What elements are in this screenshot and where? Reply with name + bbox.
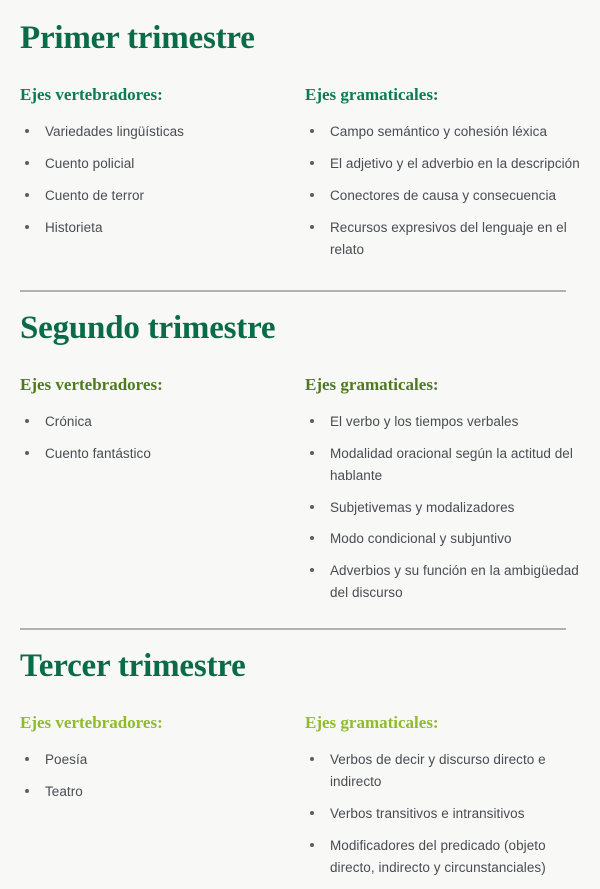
list-item: Recursos expresivos del lenguaje en el relato — [305, 217, 580, 261]
ejes-gramaticales-list-3 — [305, 749, 580, 878]
trimester-columns-3 — [20, 713, 580, 889]
list-item: Cuento policial — [20, 153, 305, 175]
list-item: Historieta — [20, 217, 305, 239]
list-item: Verbos de decir y discurso directo e indirecto — [305, 749, 580, 793]
ejes-gramaticales-column-1 — [305, 85, 580, 271]
list-item: Modalidad oracional según la actitud del hablante — [305, 443, 580, 487]
ejes-gramaticales-heading-3: Ejes gramaticales: — [305, 712, 439, 732]
list-item: Modo condicional y subjuntivo — [305, 528, 580, 550]
ejes-vertebradores-column-2 — [20, 375, 305, 475]
trimester-section-3 — [20, 630, 580, 889]
trimester-title-2: Segundo trimestre — [20, 309, 276, 346]
ejes-gramaticales-heading-1: Ejes gramaticales: — [305, 84, 439, 104]
section-spacer — [20, 271, 580, 290]
trimester-title-3: Tercer trimestre — [20, 647, 246, 684]
ejes-gramaticales-heading-2: Ejes gramaticales: — [305, 374, 439, 394]
ejes-vertebradores-heading-3: Ejes vertebradores: — [20, 712, 163, 732]
list-item: Conectores de causa y consecuencia — [305, 185, 580, 207]
list-item: Poesía — [20, 749, 305, 771]
trimester-section-2 — [20, 292, 580, 614]
list-item: Modificadores del predicado (objeto directo, indirecto y circunstanciales) — [305, 835, 580, 879]
list-item: Cuento de terror — [20, 185, 305, 207]
list-item: Crónica — [20, 411, 305, 433]
list-item: El verbo y los tiempos verbales — [305, 411, 580, 433]
trimester-columns-2 — [20, 375, 580, 614]
list-item: Subjetivemas y modalizadores — [305, 497, 580, 519]
list-item: Teatro — [20, 781, 305, 803]
ejes-vertebradores-heading-1: Ejes vertebradores: — [20, 84, 163, 104]
list-item: Variedades lingüísticas — [20, 121, 305, 143]
ejes-gramaticales-list-1 — [305, 121, 580, 260]
trimester-title-1: Primer trimestre — [20, 20, 255, 56]
trimester-columns-1 — [20, 85, 580, 271]
ejes-gramaticales-list-2 — [305, 411, 580, 604]
list-item: Cuento fantástico — [20, 443, 305, 465]
trimester-section-1 — [20, 0, 580, 271]
list-item: El adjetivo y el adverbio en la descripción — [305, 153, 580, 175]
list-item: Campo semántico y cohesión léxica — [305, 121, 580, 143]
ejes-vertebradores-list-1 — [20, 121, 305, 238]
section-spacer — [20, 614, 580, 628]
ejes-vertebradores-column-1 — [20, 85, 305, 249]
ejes-vertebradores-column-3 — [20, 713, 305, 813]
ejes-vertebradores-list-2 — [20, 411, 305, 465]
ejes-vertebradores-list-3 — [20, 749, 305, 803]
ejes-gramaticales-column-2 — [305, 375, 580, 614]
list-item: Verbos transitivos e intransitivos — [305, 803, 580, 825]
ejes-gramaticales-column-3 — [305, 713, 580, 889]
ejes-vertebradores-heading-2: Ejes vertebradores: — [20, 374, 163, 394]
list-item: Adverbios y su función en la ambigüedad del discurso — [305, 560, 580, 604]
